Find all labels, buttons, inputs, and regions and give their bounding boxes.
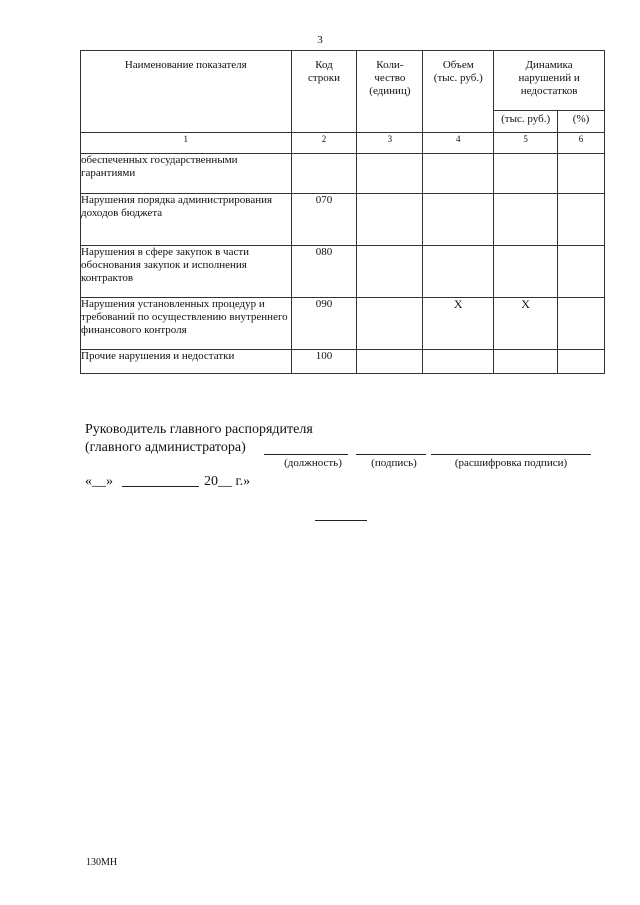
row-volume (423, 246, 494, 298)
row-volume (423, 194, 494, 246)
row-dynamics-rub (494, 246, 558, 298)
row-volume: Х (423, 298, 494, 350)
column-number: 5 (494, 133, 558, 154)
row-quantity (357, 298, 423, 350)
row-code: 090 (291, 298, 357, 350)
table-row (81, 246, 605, 298)
date-day: «__» (85, 474, 113, 489)
signature-head-title: Руководитель главного распорядителя (85, 422, 313, 437)
row-volume (423, 350, 494, 374)
footer-code: 130МН (86, 857, 118, 868)
signature-caption: (подпись) (371, 457, 417, 469)
column-number: 1 (81, 133, 292, 154)
row-dynamics-rub: Х (494, 298, 558, 350)
column-number: 6 (558, 133, 605, 154)
header-indicator-name: Наименование показателя (81, 51, 292, 133)
row-quantity (357, 154, 423, 194)
name-decoding-caption: (расшифровка подписи) (454, 457, 568, 469)
violations-table (80, 50, 605, 374)
row-dynamics-percent (558, 246, 605, 298)
page-number: 3 (317, 34, 323, 46)
header-volume: Объем (тыс. руб.) (423, 51, 494, 133)
column-number: 4 (423, 133, 494, 154)
row-quantity (357, 350, 423, 374)
row-code (291, 154, 357, 194)
table-row (81, 154, 605, 194)
table-row (81, 194, 605, 246)
row-quantity (357, 246, 423, 298)
header-dynamics-rub: (тыс. руб.) (494, 111, 558, 133)
date-month-line (122, 486, 199, 487)
header-dynamics: Динамика нарушений и недостатков (494, 51, 605, 111)
row-code: 080 (291, 246, 357, 298)
row-dynamics-rub (494, 154, 558, 194)
row-dynamics-percent (558, 154, 605, 194)
row-volume (423, 154, 494, 194)
row-dynamics-rub (494, 194, 558, 246)
row-code: 100 (291, 350, 357, 374)
header-dynamics-percent: (%) (558, 111, 605, 133)
row-name: Нарушения установленных процедур и требований по осуществлению внутреннего финансового контроля (81, 298, 292, 350)
row-name: Нарушения в сфере закупок в части обоснования закупок и исполнения контрактов (81, 246, 292, 298)
end-divider (315, 520, 367, 521)
signature-head-title-cont: (главного администратора) (85, 440, 246, 455)
row-name: обеспеченных государственными гарантиями (81, 154, 292, 194)
column-numbers-row (81, 133, 605, 154)
position-line (264, 454, 348, 455)
date-year: 20__ г.» (204, 474, 251, 489)
row-code: 070 (291, 194, 357, 246)
column-number: 2 (291, 133, 357, 154)
row-dynamics-percent (558, 194, 605, 246)
row-quantity (357, 194, 423, 246)
row-name: Прочие нарушения и недостатки (81, 350, 292, 374)
position-caption: (должность) (284, 457, 342, 469)
row-dynamics-percent (558, 350, 605, 374)
row-dynamics-rub (494, 350, 558, 374)
row-name: Нарушения порядка администрирования доходов бюджета (81, 194, 292, 246)
header-quantity: Коли- чество (единиц) (357, 51, 423, 133)
row-dynamics-percent (558, 298, 605, 350)
table-row (81, 350, 605, 374)
signature-line (356, 454, 426, 455)
header-line-code: Код строки (291, 51, 357, 133)
table-row (81, 298, 605, 350)
name-decoding-line (431, 454, 591, 455)
column-number: 3 (357, 133, 423, 154)
